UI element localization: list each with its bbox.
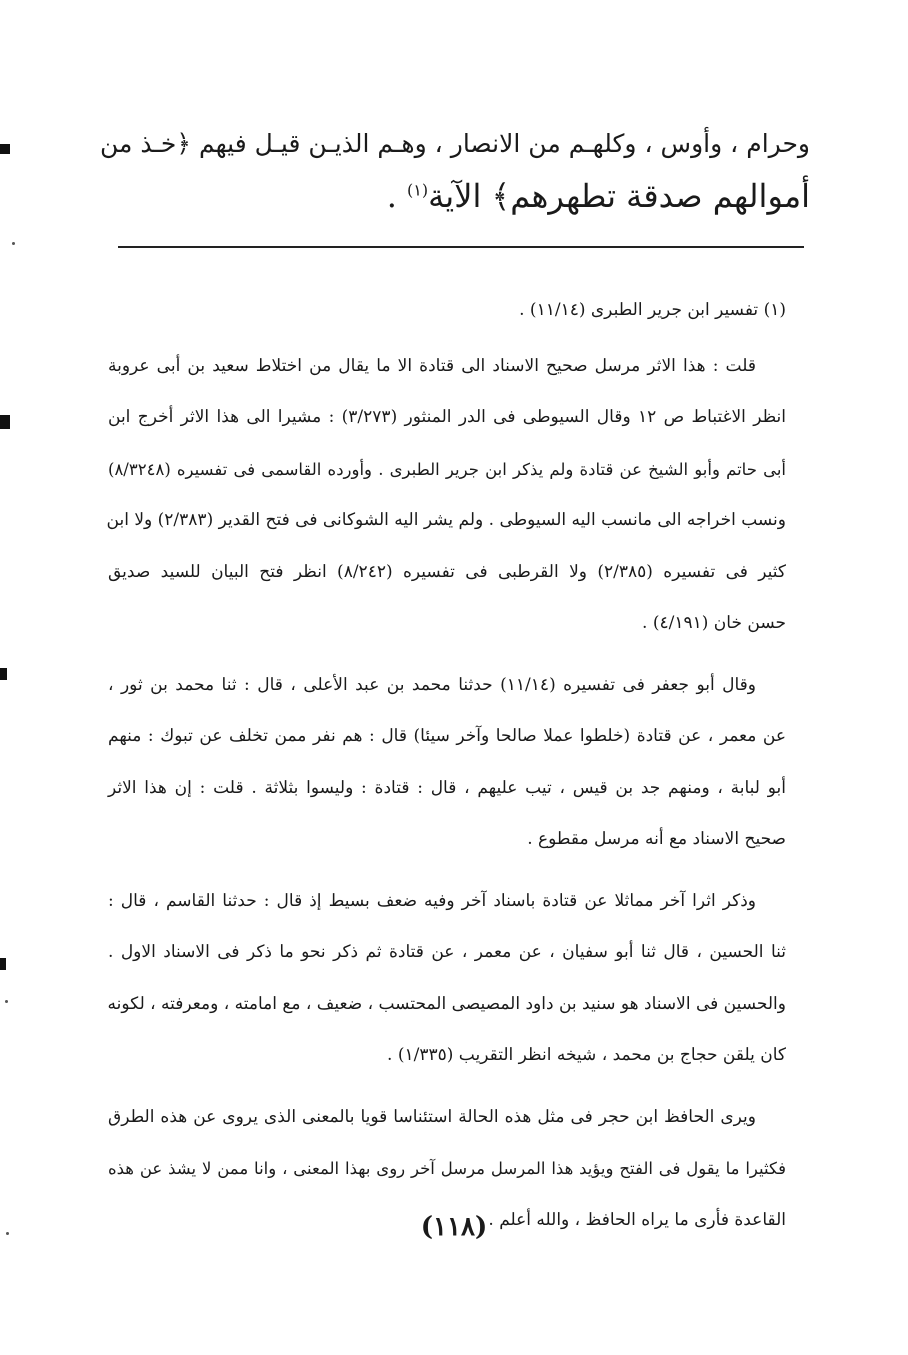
footnote-number: (١) [763,300,786,320]
paragraph-line: وذكر اثرا آخر مماثلا عن قتادة باسناد آخر وفيه ضعف بسيط إذ قال : حدثنا القاسم ، قال : [108,890,756,911]
paragraph-line: ويرى الحافظ ابن حجر فى مثل هذه الحالة استئناسا قويا بالمعنى الذى يروى عن هذه الطرق [108,1106,756,1127]
scan-speck [12,242,15,245]
paragraph-line: والحسين فى الاسناد هو سنيد بن داود المصيصى المحتسب ، ضعيف ، مع امامته ، ومعرفته ، لكونه [107,993,786,1014]
page-number: (١١٨) [420,1212,488,1242]
paragraph-line: ثنا الحسين ، قال ثنا أبو سفيان ، عن معمر ، عن قتادة ثم ذكر نحو ما ذكر فى الاسناد الاول . [108,942,786,962]
paragraph-line: أبى حاتم وأبو الشيخ عن قتادة ولم يذكر ابن جرير الطبرى . وأورده القاسمى فى تفسيره (٨/٣٢٤٨) [108,459,786,479]
paragraph-line: كان يلقن حجاج بن محمد ، شيخه انظر التقريب (١/٣٣٥) . [387,1045,786,1065]
scan-margin-mark [0,415,10,429]
paragraph-line: أبو لبابة ، ومنهم جد بن قيس ، تيب عليهم ، قال : قتادة : وليسوا بثلاثة . قلت : إن هذا الاثر [108,777,786,798]
commentary-paragraph-1 [108,341,786,650]
scan-margin-mark [0,668,7,680]
main-text [100,118,810,222]
scan-speck [5,1000,8,1003]
main-text-line-1: وحرام ، وأوس ، وكلهـم من الانصار ، وهـم الذيـن قيـل فيهم ﴿خـذ من [100,129,810,158]
scan-margin-mark [0,958,6,970]
main-text-line-2-body: أموالهم صدقة تطهرهم﴾ الآية [428,177,810,215]
scan-margin-mark [0,144,10,154]
main-text-line-2-end: . [386,177,408,215]
paragraph-line: قلت : هذا الاثر مرسل صحيح الاسناد الى قتادة الا ما يقال من اختلاط سعيد بن أبى عروبة [108,355,756,376]
paragraph-line: القاعدة فأرى ما يراه الحافظ ، والله أعلم . [488,1209,786,1230]
commentary-paragraph-2 [108,660,786,866]
paragraph-line: حسن خان (٤/١٩١) . [642,613,786,633]
footnote-text: تفسير ابن جرير الطبرى (١١/١٤) . [519,300,759,320]
paragraph-line: صحيح الاسناد مع أنه مرسل مقطوع . [527,829,786,849]
paragraph-line: كثير فى تفسيره (٢/٣٨٥) ولا القرطبى فى تفسيره (٨/٢٤٢) انظر فتح البيان للسيد صديق [108,561,786,582]
footnote-1 [108,285,786,337]
paragraph-line: عن معمر ، عن قتادة (خلطوا عملا صالحا وآخر سيئا) قال : هم نفر ممن تخلف عن تبوك : منهم [108,726,786,746]
commentary-paragraph-3 [108,876,786,1082]
paragraph-line: فكثيرا ما يقول فى الفتح ويؤيد هذا المرسل مرسل آخر روى بهذا المعنى ، وانا ممن لا يشذ عن هذه [108,1159,786,1178]
footnote-reference: (١) [407,180,429,200]
paragraph-line: ونسب اخراجه الى مانسب اليه السيوطى . ولم يشر اليه الشوكانى فى فتح القدير (٢/٣٨٣) ولا ابن [106,510,786,530]
paragraph-line: وقال أبو جعفر فى تفسيره (١١/١٤) حدثنا محمد بن عبد الأعلى ، قال : ثنا محمد بن ثور ، [108,674,757,695]
footnotes-section [108,285,786,1256]
main-text-line-2 [100,170,810,222]
footnote-separator [118,246,804,248]
paragraph-line: انظر الاغتباط ص ١٢ وقال السيوطى فى الدر المنثور (٣/٢٧٣) : مشيرا الى هذا الاثر أخرج ابن [108,407,787,427]
